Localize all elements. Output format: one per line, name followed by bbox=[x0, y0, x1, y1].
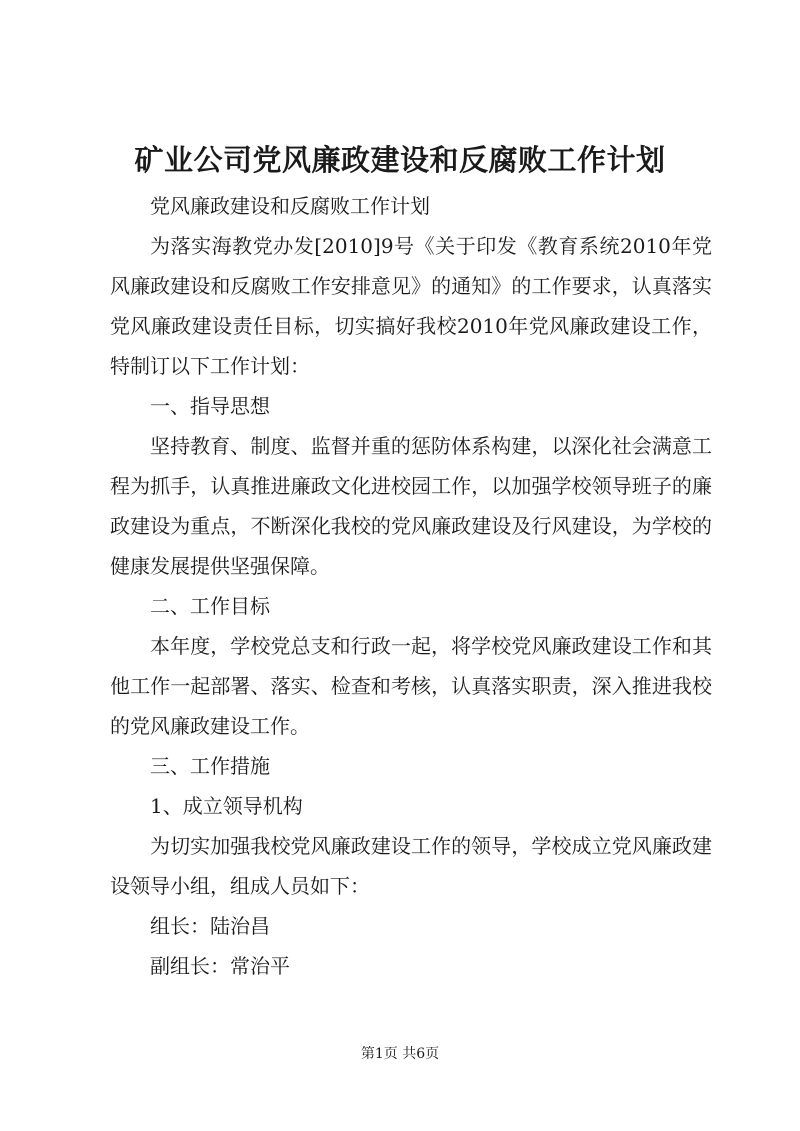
subsection-heading-leadership: 1、成立领导机构 bbox=[150, 794, 303, 818]
paragraph-intro: 为落实海教党办发[2010]9号《关于印发《教育系统2010年党风廉政建设和反腐败工作安排意见》的通知》的工作要求，认真落实党风廉政建设责任目标，切实搞好我校2010年党风廉政建设工作，特制订以下工作计划： bbox=[110, 234, 712, 378]
section-heading-guiding-thought: 一、指导思想 bbox=[150, 394, 270, 418]
paragraph-guiding-thought: 坚持教育、制度、监督并重的惩防体系构建，以深化社会满意工程为抓手，认真推进廉政文化进校园工作，以加强学校领导班子的廉政建设为重点，不断深化我校的党风廉政建设及行风建设，为学校的健康发展提供坚强保障。 bbox=[110, 434, 712, 578]
section-heading-work-goals: 二、工作目标 bbox=[150, 594, 270, 618]
paragraph-subtitle: 党风廉政建设和反腐败工作计划 bbox=[150, 194, 430, 218]
group-leader-line: 组长：陆治昌 bbox=[150, 914, 270, 938]
page-number-footer: 第1页 共6页 bbox=[360, 1046, 440, 1062]
paragraph-work-goals: 本年度，学校党总支和行政一起，将学校党风廉政建设工作和其他工作一起部署、落实、检查和考核，认真落实职责，深入推进我校的党风廉政建设工作。 bbox=[110, 634, 712, 738]
section-heading-work-measures: 三、工作措施 bbox=[150, 754, 270, 778]
document-title: 矿业公司党风廉政建设和反腐败工作计划 bbox=[134, 143, 666, 177]
deputy-leader-line: 副组长：常治平 bbox=[150, 954, 290, 978]
document-body bbox=[110, 186, 712, 986]
paragraph-leadership: 为切实加强我校党风廉政建设工作的领导，学校成立党风廉政建设领导小组，组成人员如下： bbox=[110, 834, 712, 898]
